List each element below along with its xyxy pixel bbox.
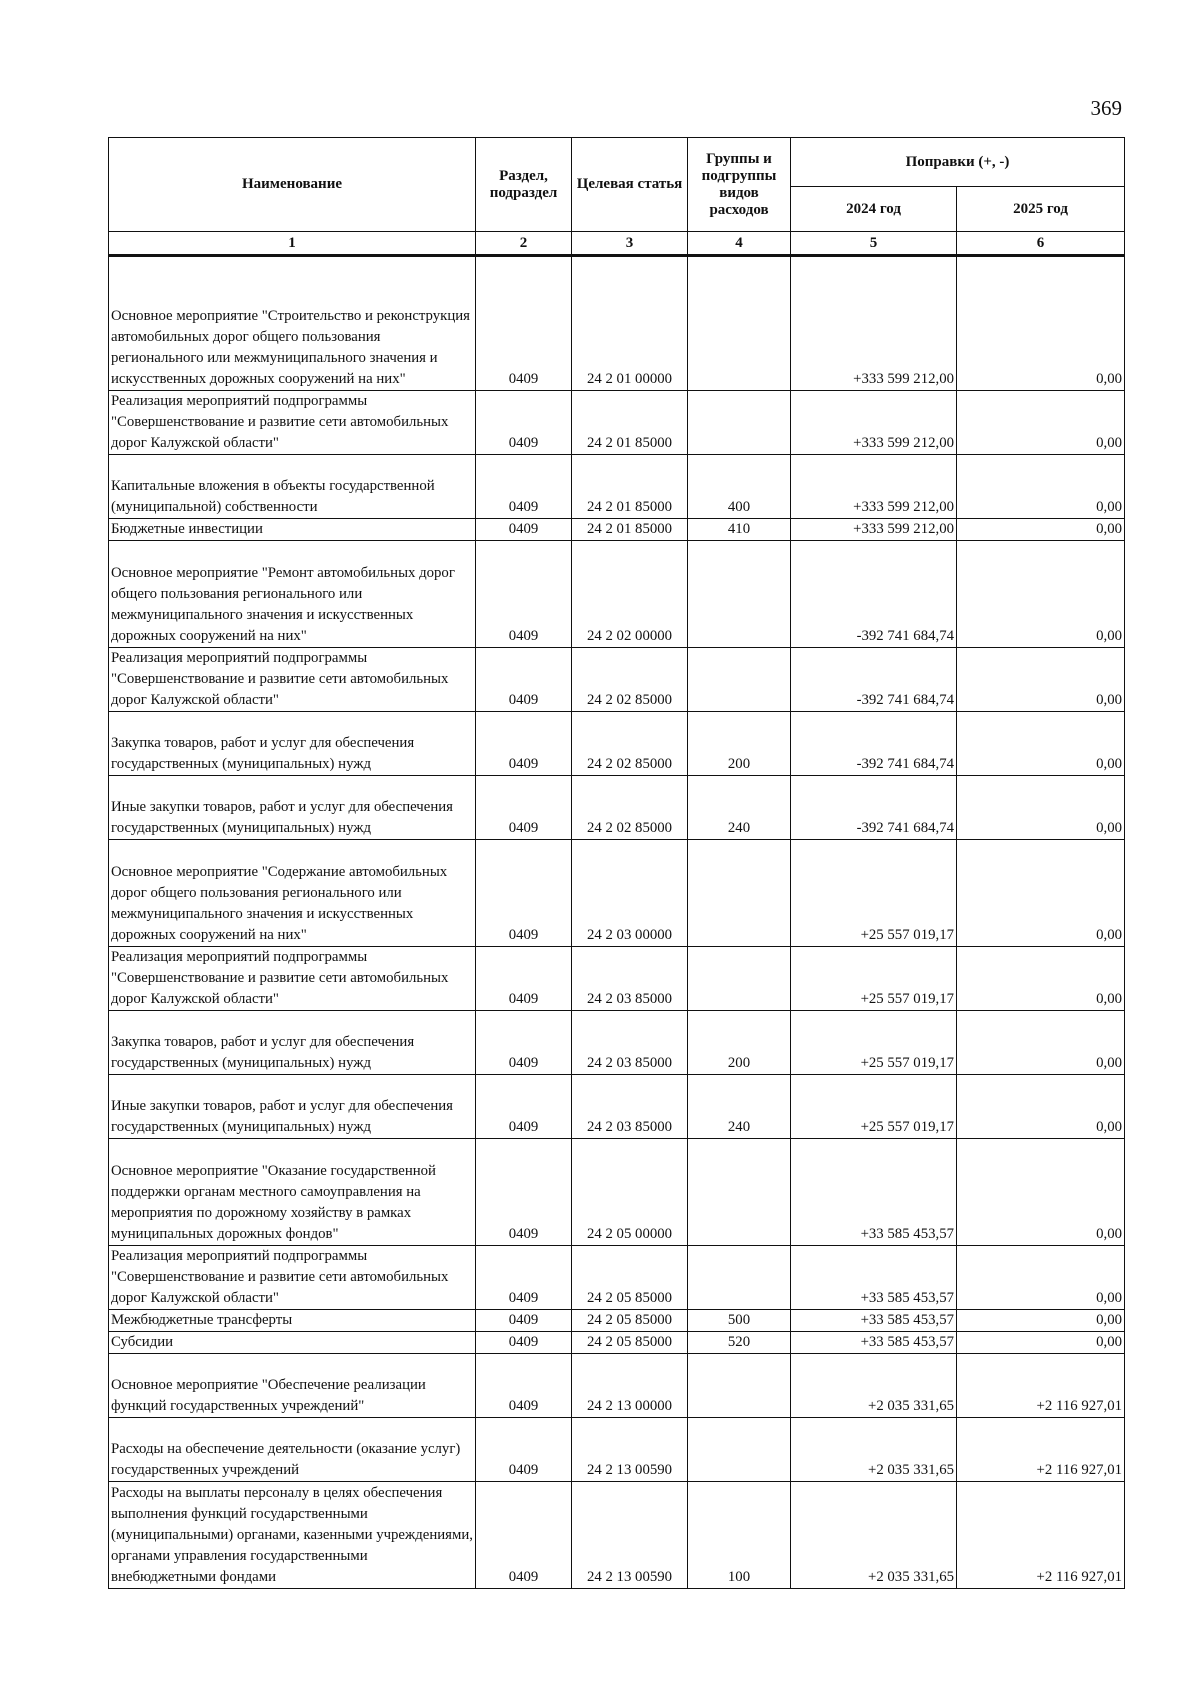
table-row — [109, 947, 1125, 1011]
table-row — [109, 1332, 1125, 1354]
row-section: 0409 — [476, 256, 572, 391]
row-section: 0409 — [476, 391, 572, 455]
header-col-number: 4 — [688, 232, 791, 256]
row-group — [688, 1354, 791, 1418]
row-name: Реализация мероприятий подпрограммы "Совершенствование и развитие сети автомобильных дорог Калужской области" — [109, 947, 476, 1011]
row-name: Закупка товаров, работ и услуг для обеспечения государственных (муниципальных) нужд — [109, 1011, 476, 1075]
row-section: 0409 — [476, 712, 572, 776]
table-row — [109, 1246, 1125, 1310]
header-col-number: 5 — [791, 232, 957, 256]
table-row — [109, 1482, 1125, 1589]
row-amount-2025: 0,00 — [957, 712, 1125, 776]
header-name: Наименование — [109, 138, 476, 232]
row-section: 0409 — [476, 1075, 572, 1139]
row-name: Основное мероприятие "Содержание автомобильных дорог общего пользования регионального или межмуниципального значения и искусственных дорожных сооружений на них" — [109, 840, 476, 947]
row-section: 0409 — [476, 1482, 572, 1589]
row-amount-2025: 0,00 — [957, 947, 1125, 1011]
row-target: 24 2 02 85000 — [572, 648, 688, 712]
row-amount-2024: +2 035 331,65 — [791, 1418, 957, 1482]
header-target: Целевая статья — [572, 138, 688, 232]
row-amount-2025: 0,00 — [957, 1246, 1125, 1310]
budget-amendments-table — [108, 137, 1125, 1589]
row-section: 0409 — [476, 541, 572, 648]
row-group — [688, 256, 791, 391]
row-target: 24 2 05 85000 — [572, 1246, 688, 1310]
row-section: 0409 — [476, 455, 572, 519]
table-row — [109, 1075, 1125, 1139]
row-target: 24 2 03 85000 — [572, 1011, 688, 1075]
row-name: Основное мероприятие "Оказание государственной поддержки органам местного самоуправления на мероприятия по дорожному хозяйству в рамках муниципальных дорожных фондов" — [109, 1139, 476, 1246]
header-col-number: 1 — [109, 232, 476, 256]
header-year-2024: 2024 год — [791, 187, 957, 232]
row-section: 0409 — [476, 947, 572, 1011]
row-group: 520 — [688, 1332, 791, 1354]
row-amount-2024: +2 035 331,65 — [791, 1482, 957, 1589]
row-amount-2024: +33 585 453,57 — [791, 1139, 957, 1246]
row-amount-2024: +333 599 212,00 — [791, 519, 957, 541]
row-target: 24 2 13 00590 — [572, 1418, 688, 1482]
row-amount-2024: +33 585 453,57 — [791, 1310, 957, 1332]
row-amount-2024: +25 557 019,17 — [791, 947, 957, 1011]
header-year-2025: 2025 год — [957, 187, 1125, 232]
row-amount-2025: 0,00 — [957, 1139, 1125, 1246]
table-row — [109, 1139, 1125, 1246]
row-amount-2024: +25 557 019,17 — [791, 1075, 957, 1139]
row-amount-2025: 0,00 — [957, 391, 1125, 455]
row-target: 24 2 05 85000 — [572, 1310, 688, 1332]
row-amount-2024: -392 741 684,74 — [791, 648, 957, 712]
header-col-number: 3 — [572, 232, 688, 256]
row-name: Основное мероприятие "Обеспечение реализации функций государственных учреждений" — [109, 1354, 476, 1418]
header-col-number: 6 — [957, 232, 1125, 256]
row-amount-2025: 0,00 — [957, 648, 1125, 712]
row-group — [688, 541, 791, 648]
row-target: 24 2 01 85000 — [572, 519, 688, 541]
row-name: Расходы на выплаты персоналу в целях обеспечения выполнения функций государственными (муниципальными) органами, казенными учреждениями, органами управления государственными внебюджетными фондами — [109, 1482, 476, 1589]
row-section: 0409 — [476, 519, 572, 541]
row-name: Реализация мероприятий подпрограммы "Совершенствование и развитие сети автомобильных дорог Калужской области" — [109, 391, 476, 455]
row-name: Реализация мероприятий подпрограммы "Совершенствование и развитие сети автомобильных дорог Калужской области" — [109, 648, 476, 712]
row-amount-2024: +333 599 212,00 — [791, 455, 957, 519]
row-name: Капитальные вложения в объекты государственной (муниципальной) собственности — [109, 455, 476, 519]
row-name: Бюджетные инвестиции — [109, 519, 476, 541]
row-amount-2024: -392 741 684,74 — [791, 712, 957, 776]
row-amount-2024: +333 599 212,00 — [791, 391, 957, 455]
row-name: Основное мероприятие "Строительство и реконструкция автомобильных дорог общего пользования регионального или межмуниципального значения и искусственных дорожных сооружений на них" — [109, 256, 476, 391]
row-amount-2024: +25 557 019,17 — [791, 840, 957, 947]
row-target: 24 2 03 85000 — [572, 947, 688, 1011]
table-row — [109, 648, 1125, 712]
row-target: 24 2 03 00000 — [572, 840, 688, 947]
row-amount-2024: +25 557 019,17 — [791, 1011, 957, 1075]
table-row — [109, 840, 1125, 947]
row-target: 24 2 05 00000 — [572, 1139, 688, 1246]
row-section: 0409 — [476, 1139, 572, 1246]
row-amount-2024: +2 035 331,65 — [791, 1354, 957, 1418]
row-section: 0409 — [476, 1246, 572, 1310]
row-target: 24 2 05 85000 — [572, 1332, 688, 1354]
table-row — [109, 455, 1125, 519]
row-target: 24 2 01 85000 — [572, 391, 688, 455]
row-section: 0409 — [476, 648, 572, 712]
row-amount-2025: 0,00 — [957, 1075, 1125, 1139]
row-group — [688, 391, 791, 455]
row-target: 24 2 02 85000 — [572, 776, 688, 840]
header-amendments: Поправки (+, -) — [791, 138, 1125, 187]
table-row — [109, 541, 1125, 648]
row-amount-2025: +2 116 927,01 — [957, 1354, 1125, 1418]
row-amount-2025: +2 116 927,01 — [957, 1482, 1125, 1589]
row-target: 24 2 13 00590 — [572, 1482, 688, 1589]
row-name: Реализация мероприятий подпрограммы "Совершенствование и развитие сети автомобильных дорог Калужской области" — [109, 1246, 476, 1310]
row-target: 24 2 02 85000 — [572, 712, 688, 776]
row-section: 0409 — [476, 1354, 572, 1418]
row-group: 400 — [688, 455, 791, 519]
row-target: 24 2 02 00000 — [572, 541, 688, 648]
header-section: Раздел, подраздел — [476, 138, 572, 232]
row-group: 410 — [688, 519, 791, 541]
row-group — [688, 840, 791, 947]
row-amount-2025: 0,00 — [957, 776, 1125, 840]
row-group — [688, 947, 791, 1011]
row-section: 0409 — [476, 1011, 572, 1075]
header-col-number: 2 — [476, 232, 572, 256]
row-amount-2025: 0,00 — [957, 455, 1125, 519]
page-number: 369 — [1090, 96, 1122, 120]
row-name: Субсидии — [109, 1332, 476, 1354]
row-name: Иные закупки товаров, работ и услуг для обеспечения государственных (муниципальных) нужд — [109, 1075, 476, 1139]
row-group: 500 — [688, 1310, 791, 1332]
row-target: 24 2 01 85000 — [572, 455, 688, 519]
row-name: Закупка товаров, работ и услуг для обеспечения государственных (муниципальных) нужд — [109, 712, 476, 776]
row-name: Межбюджетные трансферты — [109, 1310, 476, 1332]
row-amount-2024: +33 585 453,57 — [791, 1332, 957, 1354]
row-section: 0409 — [476, 1418, 572, 1482]
row-group: 200 — [688, 1011, 791, 1075]
row-amount-2025: +2 116 927,01 — [957, 1418, 1125, 1482]
row-group — [688, 648, 791, 712]
row-section: 0409 — [476, 1332, 572, 1354]
row-target: 24 2 01 00000 — [572, 256, 688, 391]
row-group — [688, 1139, 791, 1246]
row-amount-2024: -392 741 684,74 — [791, 776, 957, 840]
table-row — [109, 256, 1125, 391]
row-section: 0409 — [476, 1310, 572, 1332]
table-row — [109, 1011, 1125, 1075]
table-row — [109, 1354, 1125, 1418]
row-amount-2025: 0,00 — [957, 1332, 1125, 1354]
row-amount-2025: 0,00 — [957, 519, 1125, 541]
table-row — [109, 519, 1125, 541]
row-amount-2025: 0,00 — [957, 1011, 1125, 1075]
table-row — [109, 1418, 1125, 1482]
row-amount-2024: +33 585 453,57 — [791, 1246, 957, 1310]
row-name: Иные закупки товаров, работ и услуг для обеспечения государственных (муниципальных) нужд — [109, 776, 476, 840]
row-group: 100 — [688, 1482, 791, 1589]
row-amount-2025: 0,00 — [957, 840, 1125, 947]
row-section: 0409 — [476, 776, 572, 840]
row-target: 24 2 13 00000 — [572, 1354, 688, 1418]
row-amount-2025: 0,00 — [957, 256, 1125, 391]
row-amount-2025: 0,00 — [957, 541, 1125, 648]
row-group: 200 — [688, 712, 791, 776]
row-amount-2025: 0,00 — [957, 1310, 1125, 1332]
table-row — [109, 776, 1125, 840]
table-row — [109, 1310, 1125, 1332]
row-section: 0409 — [476, 840, 572, 947]
row-target: 24 2 03 85000 — [572, 1075, 688, 1139]
row-group: 240 — [688, 776, 791, 840]
table-row — [109, 712, 1125, 776]
table-row — [109, 391, 1125, 455]
row-name: Расходы на обеспечение деятельности (оказание услуг) государственных учреждений — [109, 1418, 476, 1482]
row-name: Основное мероприятие "Ремонт автомобильных дорог общего пользования регионального или межмуниципального значения и искусственных дорожных сооружений на них" — [109, 541, 476, 648]
row-amount-2024: +333 599 212,00 — [791, 256, 957, 391]
row-group — [688, 1418, 791, 1482]
header-groups: Группы и подгруппы видов расходов — [688, 138, 791, 232]
row-group: 240 — [688, 1075, 791, 1139]
row-amount-2024: -392 741 684,74 — [791, 541, 957, 648]
row-group — [688, 1246, 791, 1310]
